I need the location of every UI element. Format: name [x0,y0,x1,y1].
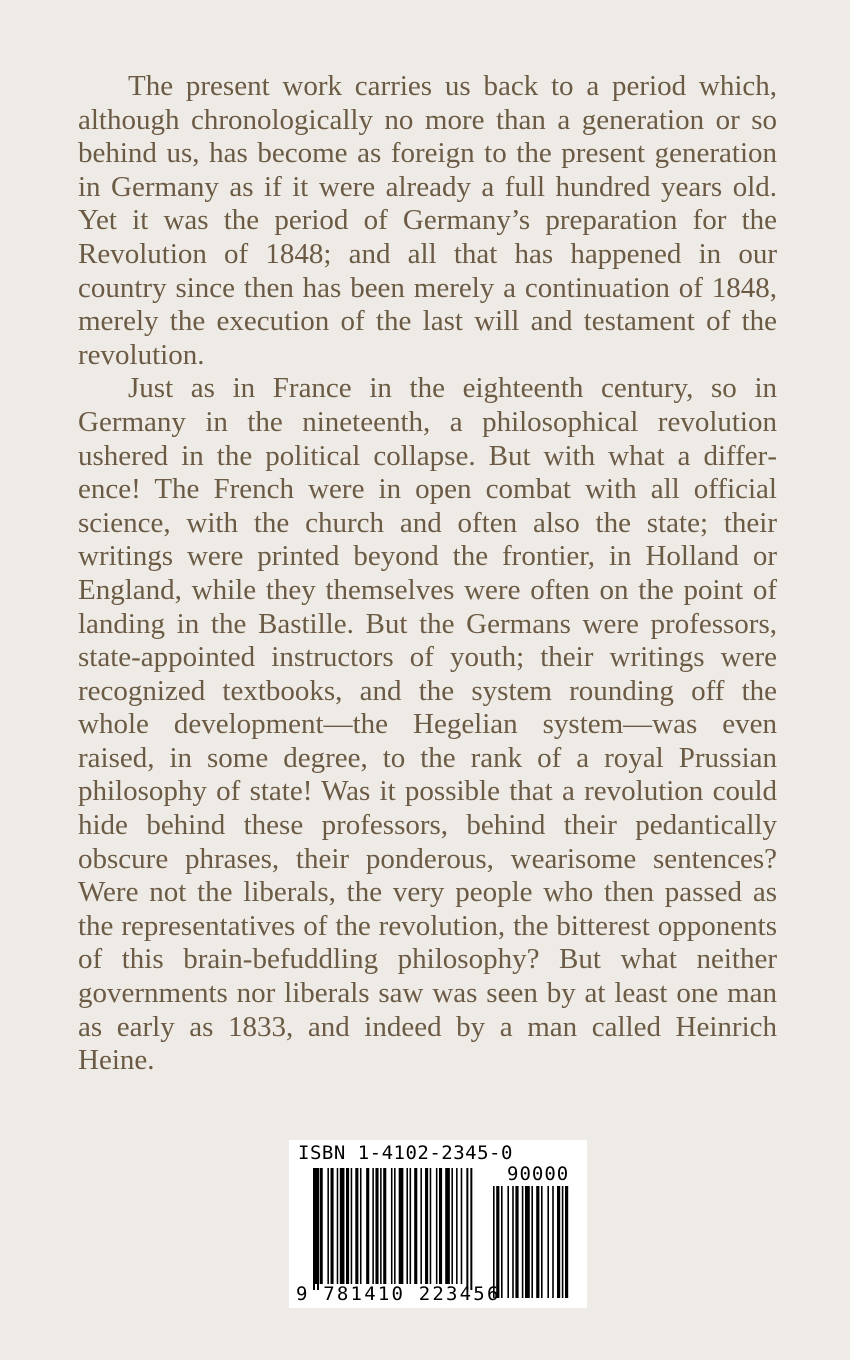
barcode-bar [531,1186,533,1298]
barcode-bar [372,1168,374,1284]
barcode-bar [547,1186,549,1298]
barcode-bar [391,1168,393,1284]
barcode-bar [456,1168,458,1284]
barcode-bar [337,1168,339,1284]
barcode-bar [351,1168,353,1284]
barcode-bar [317,1168,319,1290]
barcode-bar [501,1186,503,1298]
barcode-bar [451,1168,453,1284]
barcode-bar [399,1168,404,1284]
barcode-bar [507,1186,509,1298]
barcode-bar [466,1168,468,1290]
barcode-bar [461,1168,463,1284]
barcode-bar [557,1186,560,1298]
barcode-bar [340,1168,345,1284]
barcode-bar [375,1168,378,1284]
barcode-bar [346,1168,349,1284]
price-code-label: 90000 [507,1163,570,1185]
barcode-bar [430,1168,432,1284]
barcode-bar [327,1168,329,1284]
barcode-bar [525,1186,530,1298]
barcode-bar [493,1186,495,1298]
barcode-bar [496,1186,499,1298]
barcode-bar [380,1168,382,1284]
barcode-bar [470,1168,472,1290]
barcode-bar [331,1168,334,1284]
barcode-bar [355,1168,358,1284]
barcode-bar [425,1168,428,1284]
barcode-bar [410,1168,412,1284]
barcode-bar [320,1168,323,1284]
barcode-bar [522,1186,524,1298]
barcode-bar [512,1186,514,1298]
barcode-bar [436,1168,438,1284]
barcode-bar [515,1186,518,1298]
barcode-bar [439,1168,442,1284]
ean-digits: 9 781410 223456 [296,1283,501,1305]
barcode-bar [536,1186,539,1298]
isbn-barcode [289,1140,587,1308]
barcode-bar [541,1186,543,1298]
barcode-bar [420,1168,422,1284]
barcode-bar [394,1168,396,1284]
isbn-label: ISBN 1-4102-2345-0 [298,1142,513,1164]
barcode-bar [313,1168,315,1290]
barcode-bar [366,1168,369,1284]
barcode-bar [565,1186,568,1298]
blurb-paragraph-1: The present work carries us back to a period which, although chronologically no more than a generation or so behind us, has become as foreign to the present generation in Germany as if it were already a full hundred years old. Yet it was the period of Germany’s preparation for the Revolution of 1848; and all that has happened in our country since then has been merely a continuation of 1848, merely the execution of the last will and testament of the revolution. [78,70,777,371]
blurb-paragraph-2: Just as in France in the eighteenth century, so in Germany in the nineteenth, a philosophical revolution ushered in the political collapse. But with what a difference! The French were in open combat with all official science, with the church and often also the state; their writings were printed beyond the frontier, in Holland or England, while they themselves were often on the point of landing in the Bastille. But the Germans were professors, state-appointed instructors of youth; their writings were recognized textbooks, and the system rounding off the whole development—the Hegelian system—was even raised, in some degree, to the rank of a royal Prussian philosophy of state! Was it possible that a revolution could hide behind these professors, behind their pedantically obscure phrases, their ponderous, wearisome sentences? Were not the liberals, the very people who then passed as the representatives of the revolution, the bitterest opponents of this brain-befuddling philosophy? But what neither governments nor liberals saw was seen by at least one man as early as 1833, and indeed by a man called Heinrich Heine. [78,372,777,1077]
barcode-bar [562,1186,564,1298]
barcode-bar [383,1168,386,1284]
barcode-bar [414,1168,417,1284]
barcode-bar [445,1168,450,1284]
barcode-bar [552,1186,554,1298]
barcode-bar [406,1168,408,1284]
back-cover-blurb [78,70,777,1078]
barcode-bar [360,1168,362,1284]
